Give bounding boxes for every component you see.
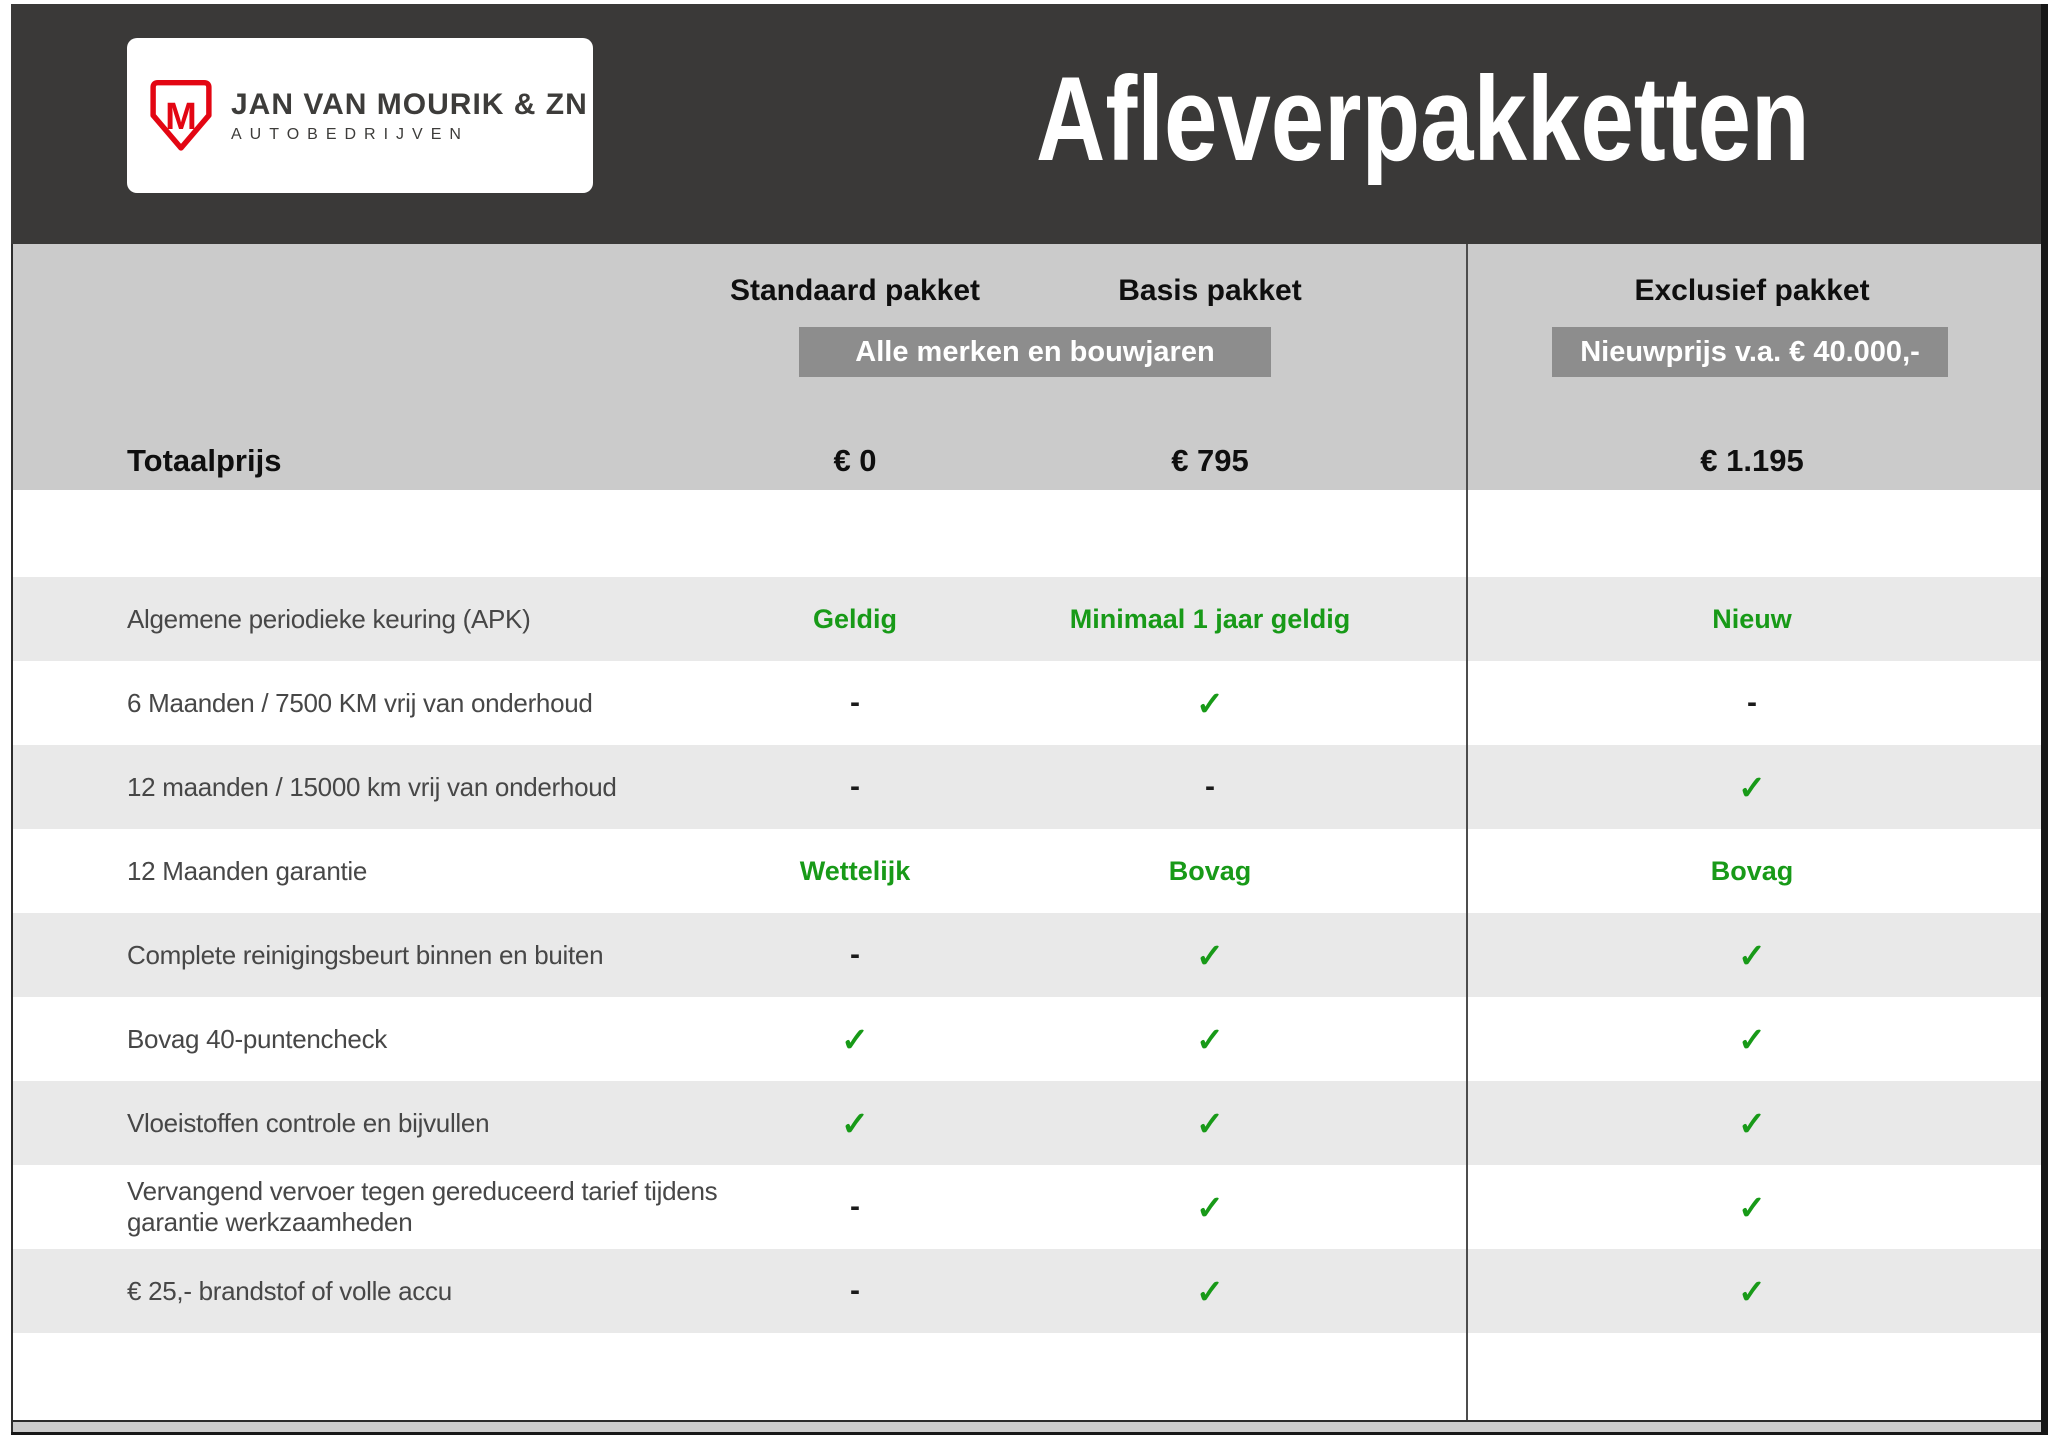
- column-header-exclusief-pakket: Exclusief pakket: [1634, 274, 1870, 307]
- cell-exclusief: ✓: [1738, 1104, 1766, 1142]
- row-label: 12 Maanden garantie: [127, 855, 368, 886]
- brand-logo-card: [127, 38, 593, 193]
- cell-standaard: -: [850, 1274, 860, 1307]
- table-row-garantie: [13, 829, 2041, 913]
- totaalprijs-standaard: € 0: [833, 443, 877, 478]
- totaalprijs-exclusief: € 1.195: [1700, 443, 1804, 478]
- page-title: Afleverpakketten: [1036, 52, 1810, 186]
- footer-strip: [13, 1422, 2041, 1432]
- cell-standaard: -: [850, 770, 860, 803]
- cell-exclusief: ✓: [1738, 768, 1766, 806]
- table-row-apk: [13, 577, 2041, 661]
- totaalprijs-label: Totaalprijs: [127, 443, 282, 478]
- cell-basis: ✓: [1196, 1104, 1224, 1142]
- row-label: Complete reinigingsbeurt binnen en buiten: [127, 939, 604, 970]
- cell-basis: ✓: [1196, 1272, 1224, 1310]
- brand-tagline: AUTOBEDRIJVEN: [231, 125, 469, 143]
- cell-standaard: Geldig: [812, 603, 897, 634]
- table-row-6-maanden-onderhoud: [13, 661, 2041, 745]
- brand-shield-icon: [147, 77, 215, 155]
- cell-standaard: -: [850, 938, 860, 971]
- table-row-brandstof-accu: [13, 1249, 2041, 1333]
- badge-nieuwprijs: Nieuwprijs v.a. € 40.000,-: [1552, 327, 1948, 377]
- cell-basis: Bovag: [1168, 855, 1252, 886]
- feature-table: [13, 577, 2041, 1333]
- column-header-standaard-pakket: Standaard pakket: [729, 274, 981, 307]
- frame-right-strip: [2041, 4, 2048, 1435]
- table-row-reinigingsbeurt: [13, 913, 2041, 997]
- column-divider-line: [1466, 244, 1468, 1422]
- cell-exclusief: ✓: [1738, 1188, 1766, 1226]
- cell-exclusief: Nieuw: [1712, 603, 1792, 634]
- cell-exclusief: ✓: [1738, 1272, 1766, 1310]
- row-label: 12 maanden / 15000 km vrij van onderhoud: [127, 771, 617, 802]
- cell-standaard: ✓: [841, 1020, 869, 1058]
- cell-basis: ✓: [1196, 1188, 1224, 1226]
- cell-standaard: ✓: [841, 1104, 869, 1142]
- table-row-vloeistoffen: [13, 1081, 2041, 1165]
- cell-exclusief: ✓: [1738, 936, 1766, 974]
- brand-name: JAN VAN MOURIK & ZN: [231, 87, 588, 121]
- totaalprijs-basis: € 795: [1171, 443, 1249, 478]
- brand-monogram: M: [165, 95, 197, 138]
- row-label: Algemene periodieke keuring (APK): [127, 603, 531, 634]
- cell-standaard: Wettelijk: [799, 855, 911, 886]
- header-bar: [11, 4, 2048, 244]
- cell-basis: ✓: [1196, 684, 1224, 722]
- cell-standaard: -: [850, 686, 860, 719]
- cell-basis: Minimaal 1 jaar geldig: [1069, 603, 1351, 634]
- badge-alle-merken: Alle merken en bouwjaren: [799, 327, 1271, 377]
- row-label: Vervangend vervoer tegen gereduceerd tarief tijdens garantie werkzaamheden: [127, 1176, 718, 1237]
- brand-text-block: [231, 88, 588, 144]
- table-row-12-maanden-onderhoud: [13, 745, 2041, 829]
- row-label: 6 Maanden / 7500 KM vrij van onderhoud: [127, 687, 593, 718]
- table-row-bovag-check: [13, 997, 2041, 1081]
- frame-left-line: [11, 244, 13, 1435]
- cell-basis: -: [1205, 770, 1215, 803]
- cell-exclusief: -: [1747, 686, 1757, 719]
- row-label: € 25,- brandstof of volle accu: [127, 1275, 452, 1306]
- package-header-band: [13, 244, 2041, 490]
- table-row-vervangend-vervoer: [13, 1165, 2041, 1249]
- cell-standaard: -: [850, 1190, 860, 1223]
- row-label: Bovag 40-puntencheck: [127, 1023, 387, 1054]
- row-label: Vloeistoffen controle en bijvullen: [127, 1107, 490, 1138]
- cell-basis: ✓: [1196, 936, 1224, 974]
- cell-exclusief: Bovag: [1710, 855, 1794, 886]
- cell-basis: ✓: [1196, 1020, 1224, 1058]
- cell-exclusief: ✓: [1738, 1020, 1766, 1058]
- column-header-basis-pakket: Basis pakket: [1118, 274, 1302, 307]
